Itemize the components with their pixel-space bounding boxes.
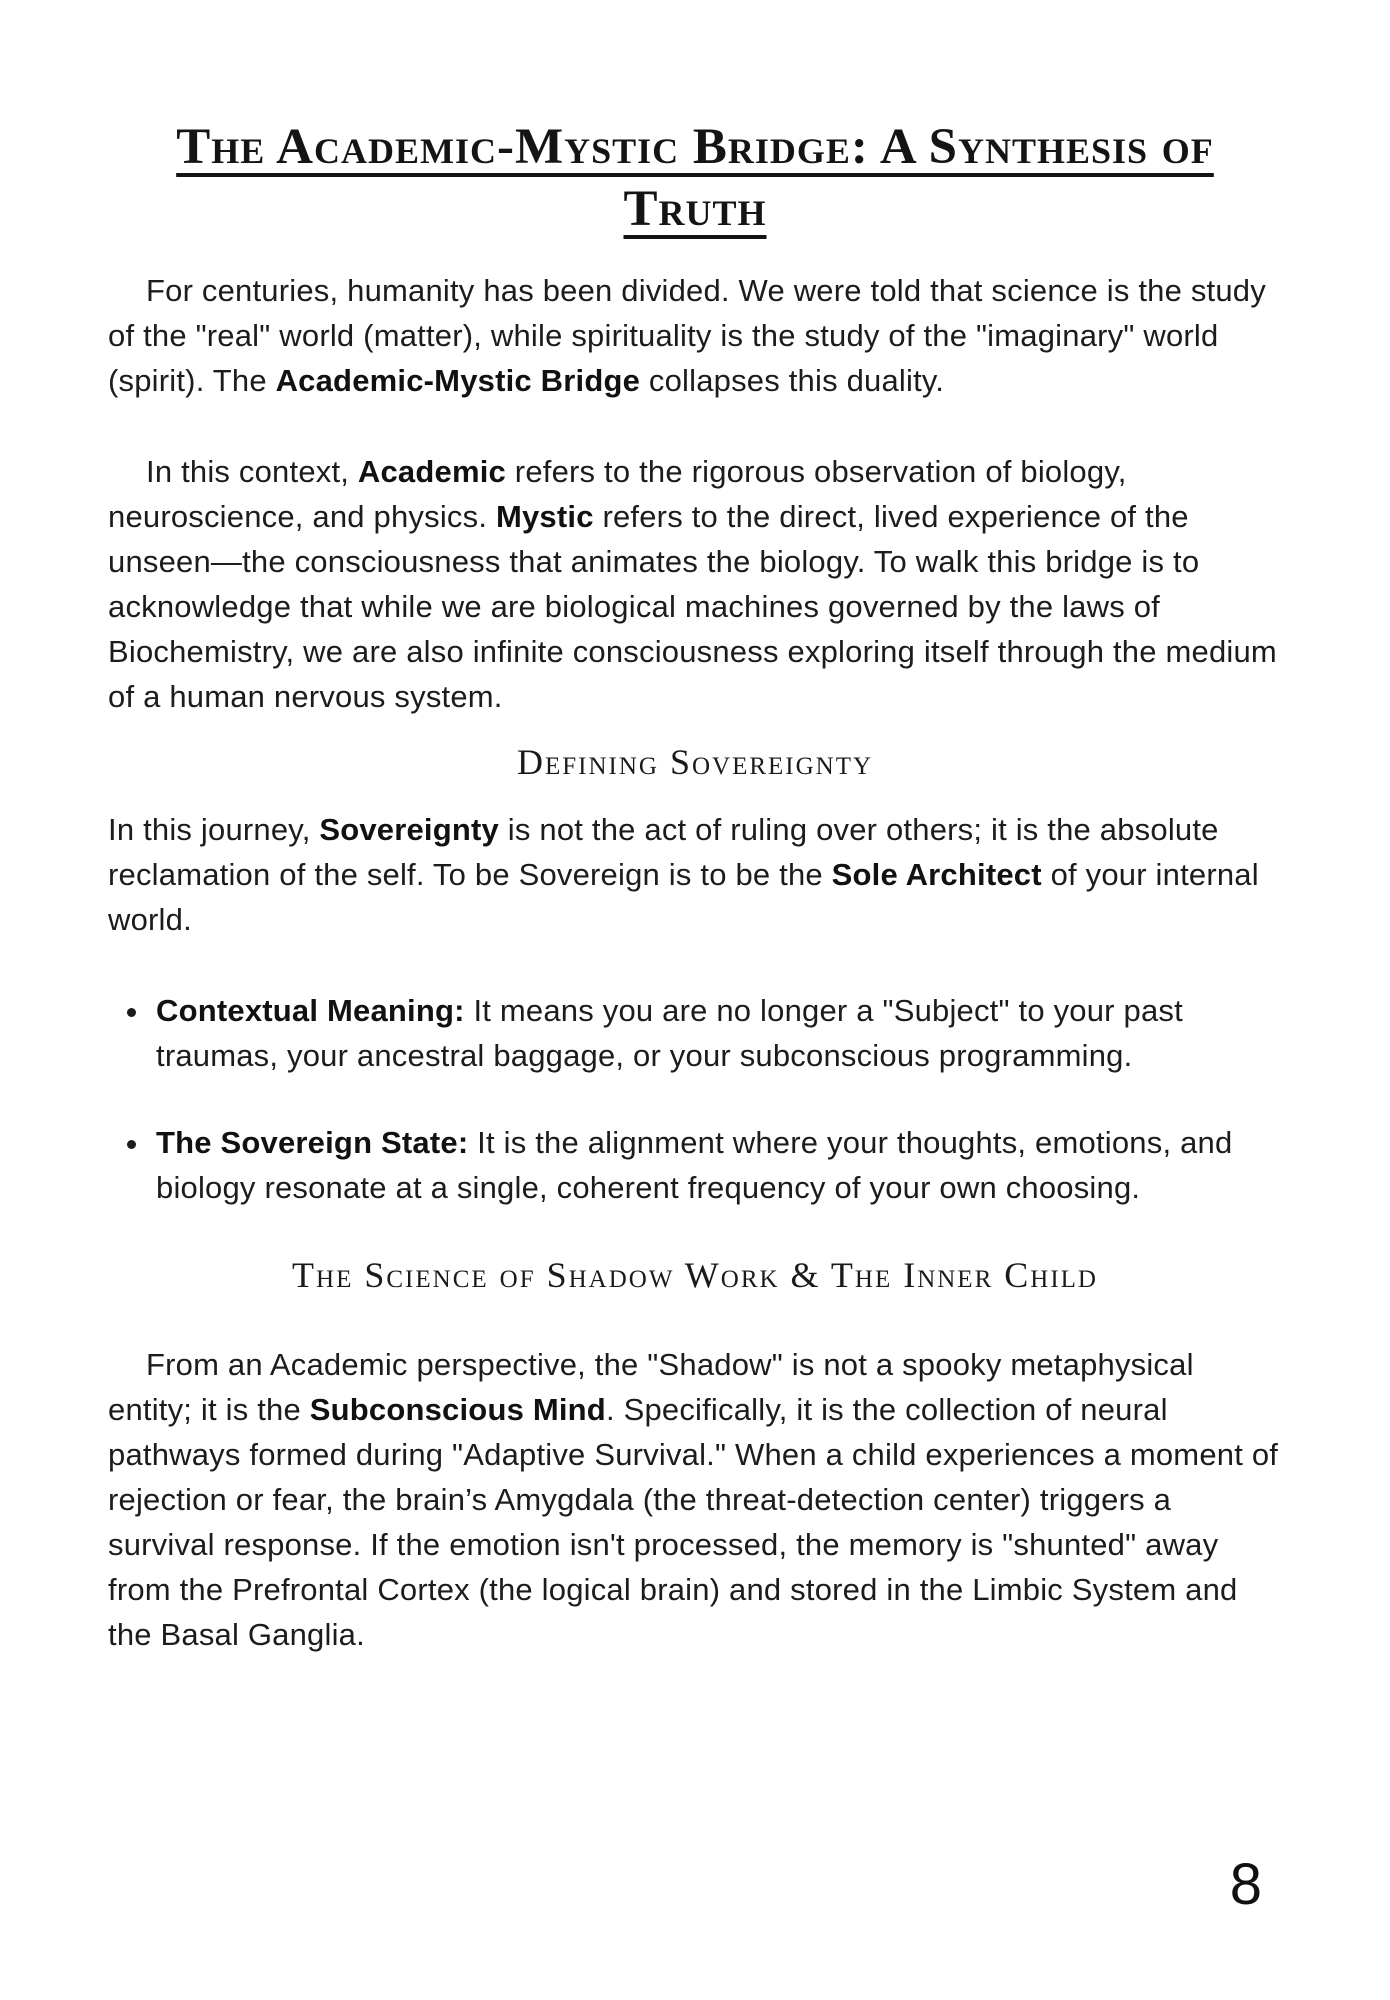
heading-science-of-shadow-work: The Science of Shadow Work & The Inner Child — [292, 1255, 1098, 1296]
list-item-contextual-meaning — [152, 988, 1282, 1078]
bold-run-contextual-meaning: Contextual Meaning: — [156, 993, 465, 1029]
heading-defining-sovereignty: Defining Sovereignty — [516, 742, 874, 783]
bold-run-subconscious-mind: Subconscious Mind — [309, 1392, 606, 1428]
text-run: collapses this duality. — [640, 363, 945, 399]
list-item-sovereign-state — [152, 1120, 1282, 1210]
text-run: For centuries, humanity has been divided. We were told that science is the study of the "real" world (matter), while spirituality is the study of the "imaginary" world (spirit). The — [108, 273, 1266, 399]
text-run: From an Academic perspective, the "Shadow" is not a spooky metaphysical entity; it is the — [108, 1347, 1194, 1428]
text-run: It means you are no longer a "Subject" to your past traumas, your ancestral baggage, or your subconscious programming. — [156, 993, 1183, 1074]
text-run: . Specifically, it is the collection of neural pathways formed during "Adaptive Survival." When a child experiences a moment of rejection or fear, the brain’s Amygdala (the threat-detection center) triggers a survival response. If the emotion isn't processed, the memory is "shunted" away from the Prefrontal Cortex (the logical brain) and stored in the Limbic System and the Basal Ganglia. — [108, 1392, 1279, 1653]
text-run: In this context, — [146, 454, 358, 490]
bold-run-sovereignty: Sovereignty — [319, 812, 499, 848]
text-run: In this journey, — [108, 812, 320, 848]
page-number: 8 — [1229, 1852, 1262, 1917]
sovereignty-bullet-list — [108, 988, 1282, 1210]
bold-run-mystic: Mystic — [495, 499, 594, 535]
text-run: refers to the rigorous observation of biology, neuroscience, and physics. — [108, 454, 1127, 535]
text-run: It is the alignment where your thoughts, emotions, and biology resonate at a single, coherent frequency of your own choosing. — [156, 1125, 1233, 1206]
text-run: refers to the direct, lived experience of the unseen—the consciousness that animates the biology. To walk this bridge is to acknowledge that while we are biological machines governed by the laws of Biochemistry, we are also infinite consciousness exploring itself through the medium of a human nervous system. — [108, 499, 1277, 715]
bold-run-academic: Academic — [357, 454, 506, 490]
paragraph-intro-1 — [108, 268, 1282, 403]
bold-run-sole-architect: Sole Architect — [831, 857, 1042, 893]
paragraph-shadow-work — [108, 1342, 1282, 1657]
page-title: The Academic-Mystic Bridge: A Synthesis of Truth — [176, 119, 1214, 238]
paragraph-sovereignty — [108, 807, 1282, 942]
bold-run-academic-mystic-bridge: Academic-Mystic Bridge — [275, 363, 641, 399]
text-run: of your internal world. — [108, 857, 1259, 938]
text-run: is not the act of ruling over others; it is the absolute reclamation of the self. To be Sovereign is to be the — [108, 812, 1219, 893]
bold-run-sovereign-state: The Sovereign State: — [156, 1125, 469, 1161]
paragraph-intro-2 — [108, 449, 1282, 719]
